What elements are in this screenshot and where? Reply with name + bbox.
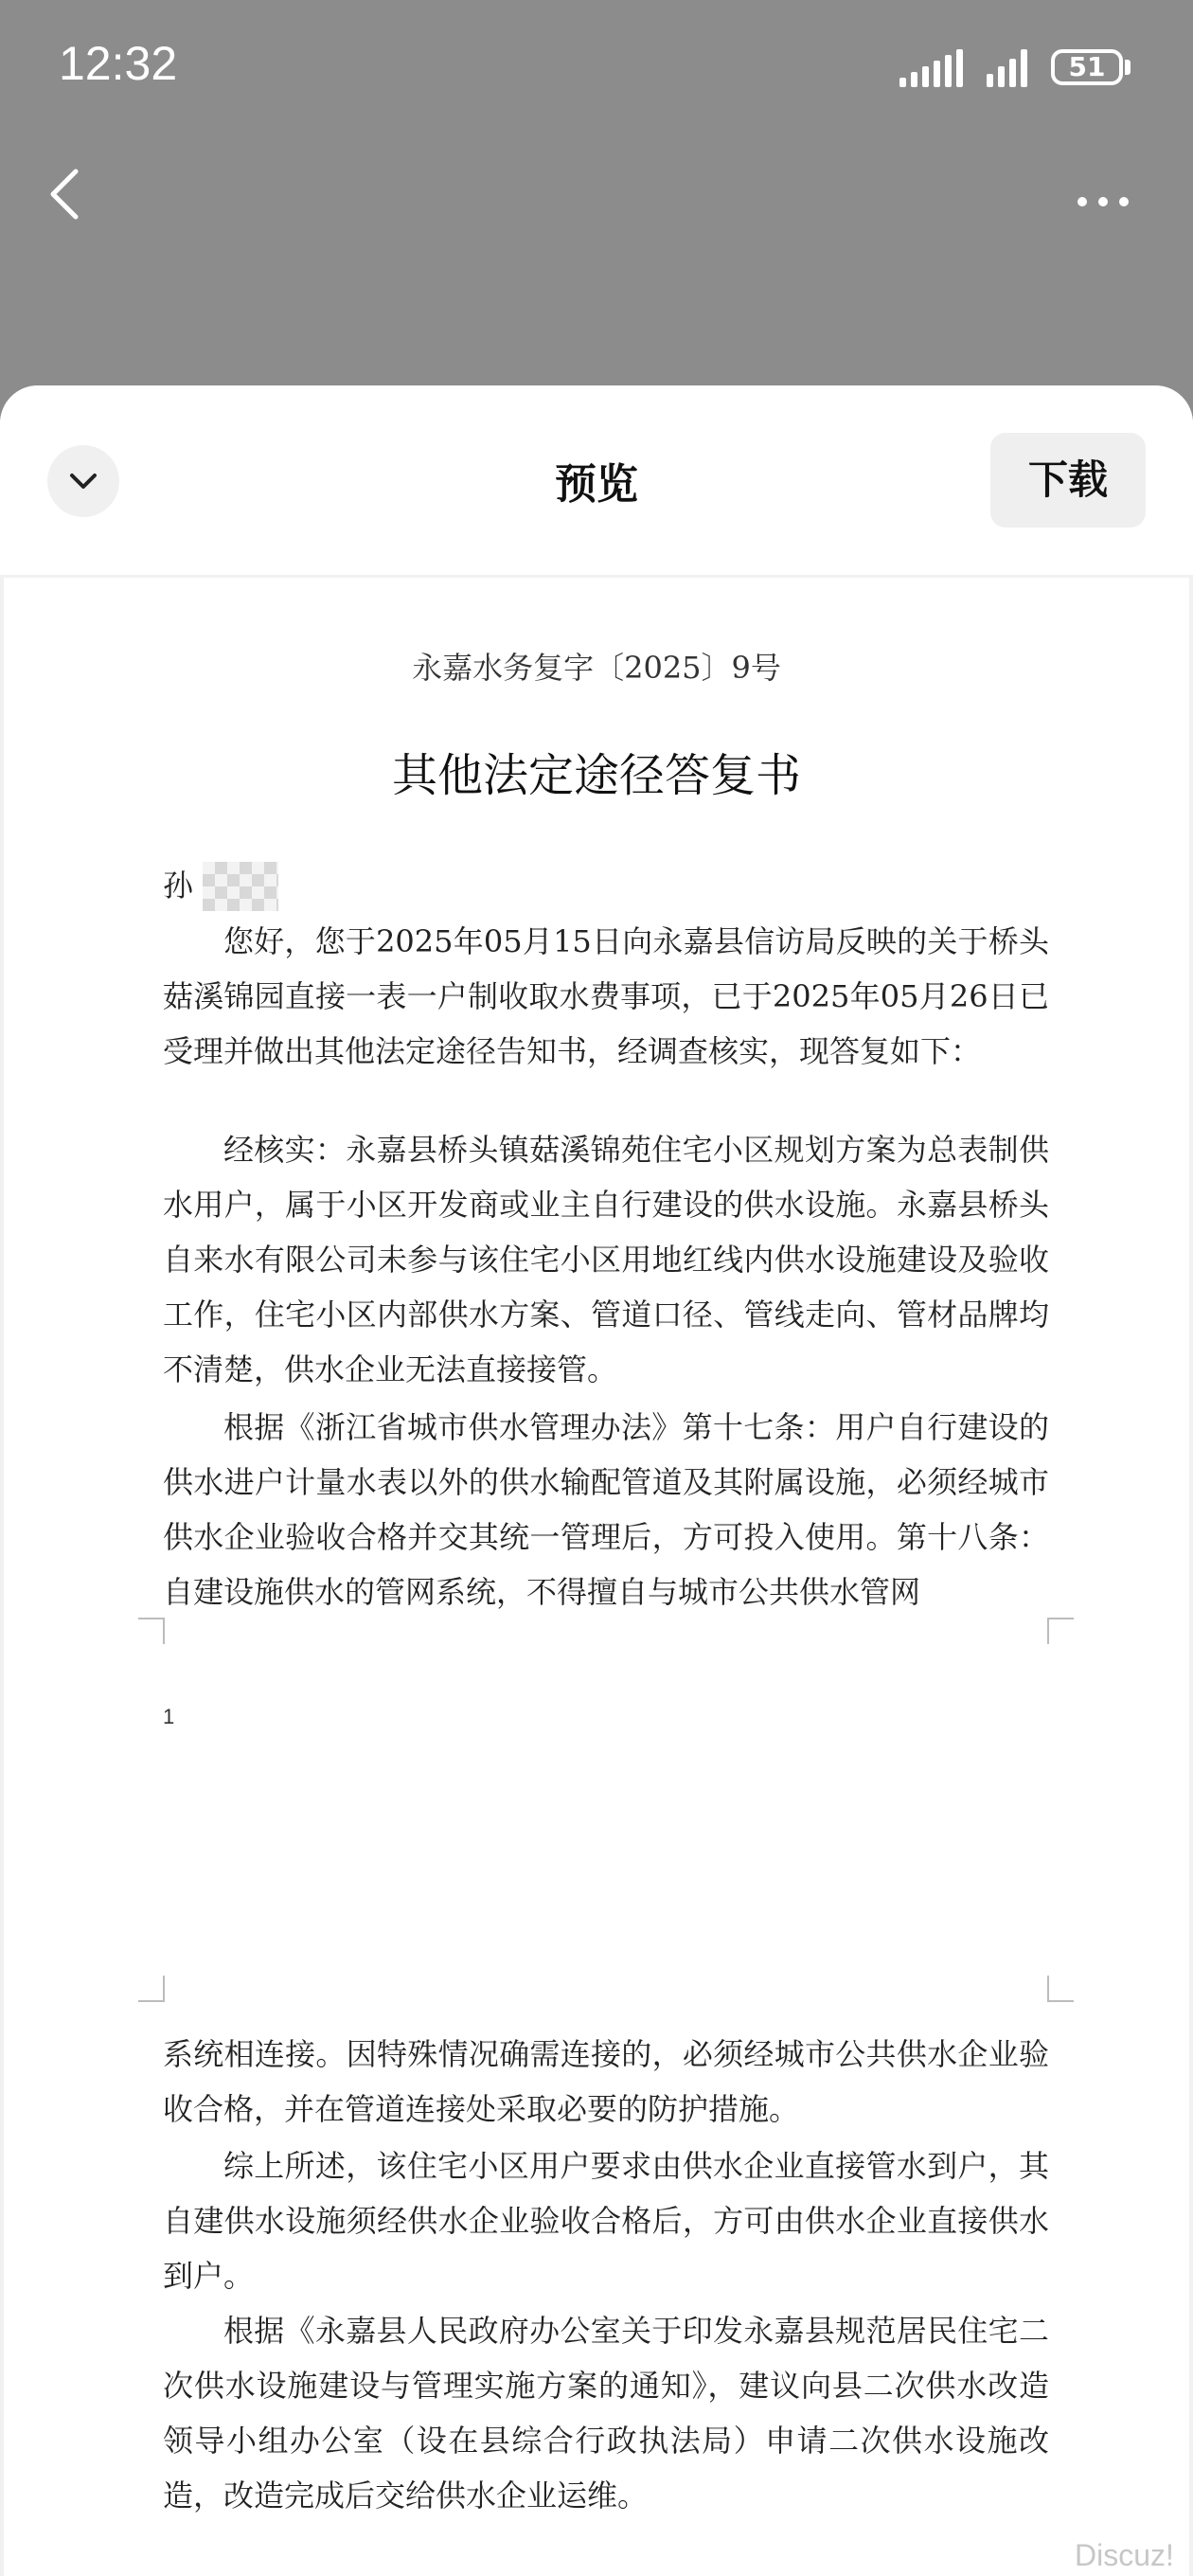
- redacted-name: [203, 862, 278, 911]
- battery-tip: [1125, 60, 1131, 75]
- sheet-title: 预览: [555, 460, 638, 509]
- paragraph: 综上所述，该住宅小区用户要求由供水企业直接管水到户，其自建供水设施须经供水企业验收合格后，方可由供水企业直接供水到户。: [163, 2148, 1049, 2294]
- crop-mark: [138, 1618, 165, 1644]
- paragraph: 系统相连接。因特殊情况确需连接的，必须经城市公共供水企业验收合格，并在管道连接处采取必要的防护措施。: [163, 2036, 1049, 2127]
- top-nav: [0, 142, 1193, 246]
- document-page-2[interactable]: [4, 1839, 1189, 2576]
- paragraph: 根据《永嘉县人民政府办公室关于印发永嘉县规范居民住宅二次供水设施建设与管理实施方案的通知》，建议向县二次供水改造领导小组办公室（设在县综合行政执法局）申请二次供水设施改造，改造完成后交给供水企业运维。: [163, 2313, 1049, 2513]
- status-bar: [0, 0, 1193, 133]
- document-title: 其他法定途径答复书: [391, 749, 801, 802]
- more-options-icon[interactable]: [1075, 194, 1131, 209]
- paragraph: 您好，您于2025年05月15日向永嘉县信访局反映的关于桥头菇溪锦园直接一表一户制收取水费事项，已于2025年05月26日已受理并做出其他法定途径告知书，经调查核实，现答复如下：: [163, 923, 1049, 1069]
- paragraph: 根据《浙江省城市供水管理办法》第十七条：用户自行建设的供水进户计量水表以外的供水输配管道及其附属设施，必须经城市供水企业验收合格并交其统一管理后，方可投入使用。第十八条：自建设施供水的管网系统，不得擅自与城市公共供水管网: [163, 1409, 1049, 1610]
- signal-icon: [899, 49, 968, 87]
- sheet-header: [0, 385, 1193, 575]
- battery-icon: 51: [1051, 49, 1123, 85]
- back-arrow-icon[interactable]: [38, 166, 95, 223]
- download-button[interactable]: 下载: [990, 433, 1146, 528]
- paragraph: 经核实：永嘉县桥头镇菇溪锦苑住宅小区规划方案为总表制供水用户，属于小区开发商或业主自行建设的供水设施。永嘉县桥头自来水有限公司未参与该住宅小区用地红线内供水设施建设及验收工作，住宅小区内部供水方案、管道口径、管线走向、管材品牌均不清楚，供水企业无法直接接管。: [163, 1132, 1049, 1387]
- crop-mark: [138, 1976, 165, 2002]
- page-number: 1: [163, 1705, 175, 1728]
- crop-mark: [1047, 1976, 1074, 2002]
- document-number: 永嘉水务复字〔2025〕9号: [412, 650, 781, 686]
- signal-icon-secondary: [987, 49, 1036, 87]
- preview-sheet: [0, 385, 1193, 2576]
- status-time: 12:32: [59, 37, 178, 90]
- recipient-name: 孙: [163, 868, 194, 903]
- crop-mark: [1047, 1618, 1074, 1644]
- watermark: Discuz!: [1075, 2538, 1174, 2572]
